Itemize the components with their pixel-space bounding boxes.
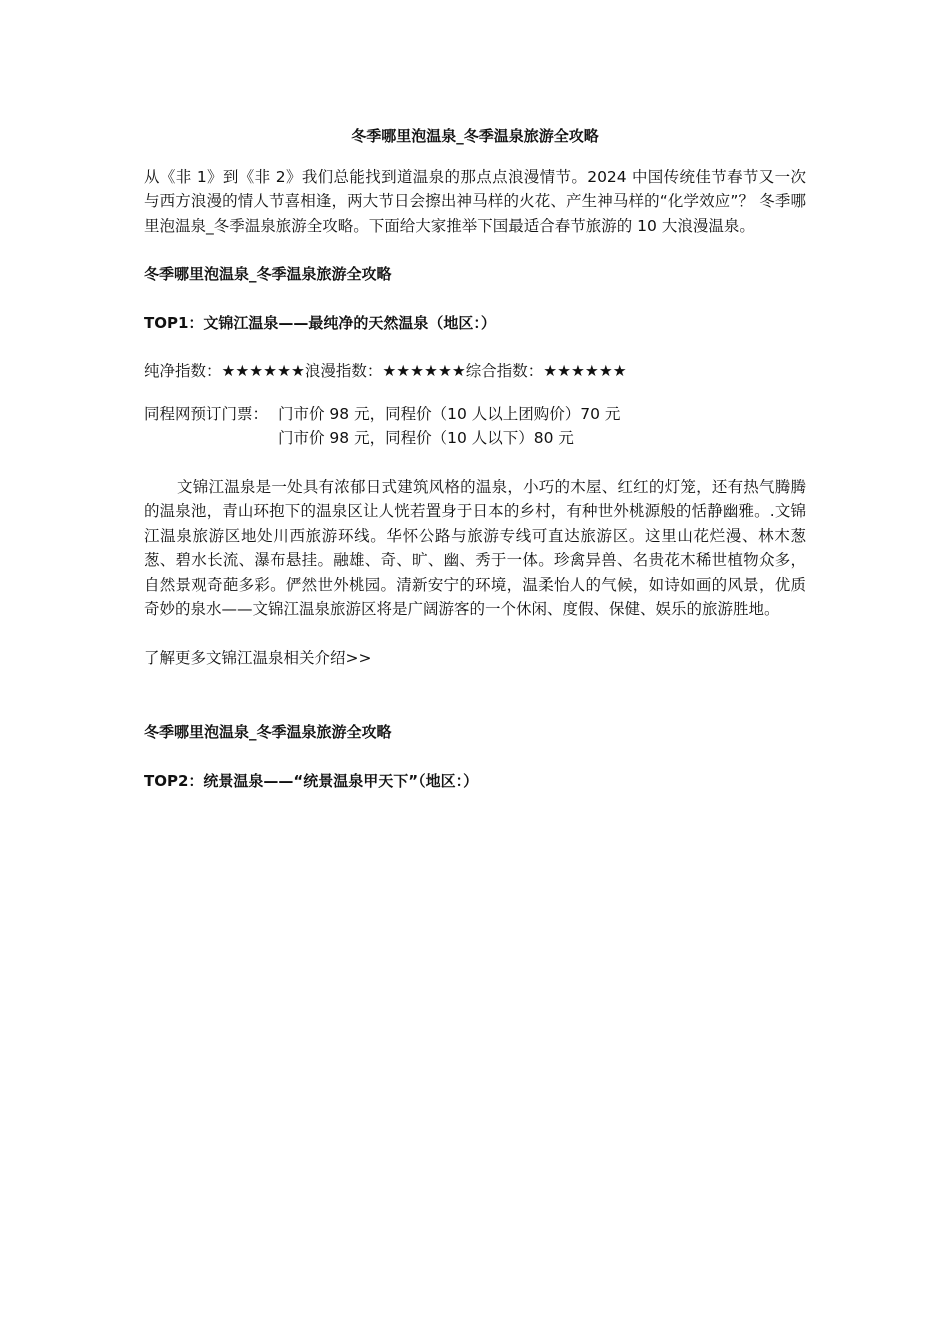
ticket-info [144,402,806,451]
ticket-prices [278,402,806,451]
section-heading-2: 冬季哪里泡温泉_冬季温泉旅游全攻略 [144,723,392,741]
document-body [144,124,806,817]
document-title: 冬季哪里泡温泉_冬季温泉旅游全攻略 [351,127,599,145]
top1-description: 文锦江温泉是一处具有浓郁日式建筑风格的温泉，小巧的木屋、红红的灯笼，还有热气腾腾的温泉池，青山环抱下的温泉区让人恍若置身于日本的乡村，有种世外桃源般的恬静幽雅。.文锦江温泉旅游区地处川西旅游环线。华怀公路与旅游专线可直达旅游区。这里山花烂漫、林木葱葱、碧水长流、瀑布悬挂。融雄、奇、旷、幽、秀于一体。珍禽异兽、名贵花木稀世植物众多，自然景观奇葩多彩。俨然世外桃园。清新安宁的环境，温柔怡人的气候，如诗如画的风景，优质奇妙的泉水——文锦江温泉旅游区将是广阔游客的一个休闲、度假、保健、娱乐的旅游胜地。 [144,477,806,618]
ticket-label: 同程网预订门票： [144,404,269,423]
top1-heading: TOP1：文锦江温泉——最纯净的天然温泉（地区：） [144,313,496,332]
intro-paragraph: 从《非 1》到《非 2》我们总能找到道温泉的那点点浪漫情节。2024 中国传统佳节春节又一次与西方浪漫的情人节喜相逢，两大节日会擦出神马样的火花、产生神马样的“化学效应”？ 冬季哪里泡温泉_冬季温泉旅游全攻略。下面给大家推举下国最适合春节旅游的 10 大浪漫温泉。 [144,167,806,235]
ticket-row [144,402,806,451]
more-info-link[interactable]: 了解更多文锦江温泉相关介绍>> [144,648,372,667]
section-heading: 冬季哪里泡温泉_冬季温泉旅游全攻略 [144,265,392,283]
ticket-price-group: 门市价 98 元，同程价（10 人以上团购价）70 元 [278,404,621,423]
top2-heading: TOP2：统景温泉——“统景温泉甲天下”（地区：） [144,771,479,790]
ticket-price-individual: 门市价 98 元，同程价（10 人以下）80 元 [278,429,574,447]
ratings-line: 纯净指数：★★★★★★浪漫指数：★★★★★★综合指数：★★★★★★ [144,362,627,380]
